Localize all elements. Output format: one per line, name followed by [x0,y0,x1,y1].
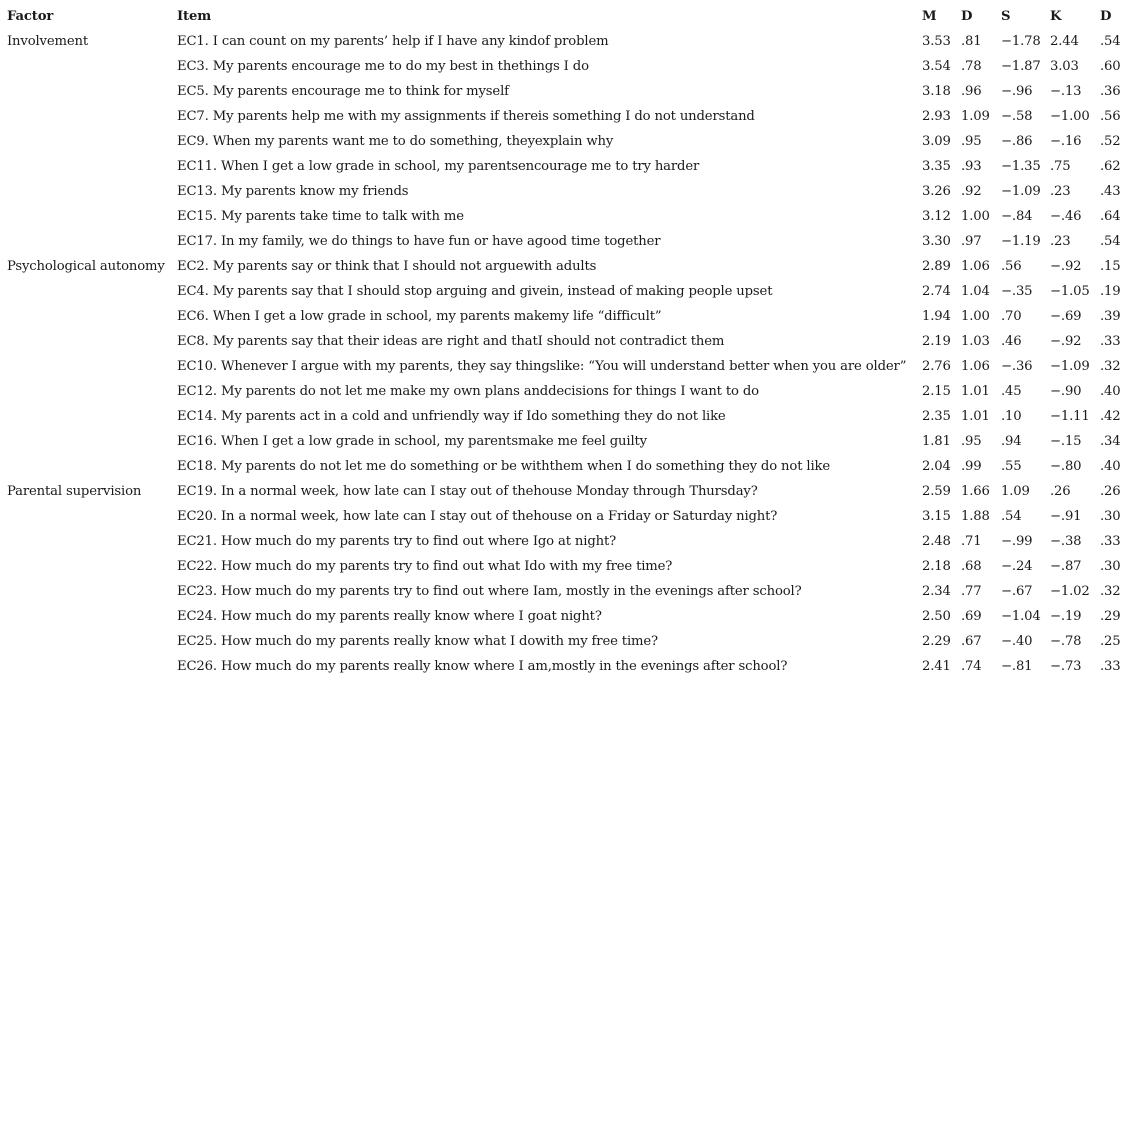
cell-sd: .68 [961,559,982,574]
cell-mean: 1.81 [922,434,951,449]
cell-factor [4,304,174,329]
table-row [4,654,1128,679]
cell-item: EC6. When I get a low grade in school, my parents makemy life “difficult” [177,309,662,324]
cell-sd: 1.09 [961,109,990,124]
cell-skewness: −.81 [1001,659,1033,674]
cell-sd: .92 [961,184,982,199]
cell-kurtosis: 3.03 [1050,59,1079,74]
cell-discrimination: .40 [1100,459,1121,474]
cell-factor [4,79,174,104]
table-row [4,279,1128,304]
table-row [4,429,1128,454]
cell-skewness: −.84 [1001,209,1033,224]
cell-kurtosis: −.38 [1050,534,1082,549]
cell-factor [4,329,174,354]
cell-factor [4,554,174,579]
table-row [4,129,1128,154]
cell-item: EC24. How much do my parents really know where I goat night? [177,609,602,624]
cell-discrimination: .60 [1100,59,1121,74]
cell-skewness: .46 [1001,334,1022,349]
cell-factor [4,504,174,529]
cell-mean: 3.18 [922,84,951,99]
cell-kurtosis: −.90 [1050,384,1082,399]
cell-discrimination: .54 [1100,34,1121,49]
table-row [4,604,1128,629]
cell-sd: .71 [961,534,982,549]
cell-item: EC19. In a normal week, how late can I stay out of thehouse Monday through Thursday? [177,484,758,499]
cell-factor [4,204,174,229]
cell-kurtosis: .23 [1050,234,1071,249]
cell-item: EC14. My parents act in a cold and unfriendly way if Ido something they do not like [177,409,726,424]
cell-skewness: −.58 [1001,109,1033,124]
cell-factor [4,454,174,479]
table-row [4,154,1128,179]
cell-factor [4,429,174,454]
header-item: Item [177,9,212,24]
table-row [4,379,1128,404]
cell-kurtosis: −.46 [1050,209,1082,224]
cell-mean: 3.09 [922,134,951,149]
cell-discrimination: .39 [1100,309,1121,324]
cell-sd: 1.06 [961,359,990,374]
cell-factor [4,229,174,254]
cell-factor [4,404,174,429]
table-row [4,104,1128,129]
table-row [4,504,1128,529]
cell-skewness: −1.35 [1001,159,1041,174]
cell-kurtosis: .75 [1050,159,1071,174]
cell-skewness: .54 [1001,509,1022,524]
cell-kurtosis: −.80 [1050,459,1082,474]
table-row [4,79,1128,104]
cell-skewness: −.35 [1001,284,1033,299]
cell-factor [4,129,174,154]
cell-kurtosis: −.13 [1050,84,1082,99]
cell-sd: 1.03 [961,334,990,349]
cell-skewness: .94 [1001,434,1022,449]
cell-kurtosis: −.92 [1050,334,1082,349]
table-row [4,54,1128,79]
cell-sd: .93 [961,159,982,174]
header-discrimination: D [1100,9,1112,24]
cell-mean: 3.12 [922,209,951,224]
cell-discrimination: .25 [1100,634,1121,649]
table-body [4,29,1128,679]
cell-mean: 2.15 [922,384,951,399]
cell-item: EC7. My parents help me with my assignments if thereis something I do not understand [177,109,755,124]
cell-skewness: .45 [1001,384,1022,399]
cell-mean: 2.19 [922,334,951,349]
cell-skewness: .10 [1001,409,1022,424]
cell-discrimination: .36 [1100,84,1121,99]
cell-mean: 3.35 [922,159,951,174]
cell-mean: 2.48 [922,534,951,549]
cell-discrimination: .32 [1100,359,1121,374]
cell-sd: .95 [961,134,982,149]
cell-kurtosis: .23 [1050,184,1071,199]
table-row [4,529,1128,554]
cell-kurtosis: −1.05 [1050,284,1090,299]
cell-kurtosis: −.87 [1050,559,1082,574]
cell-item: EC18. My parents do not let me do something or be withthem when I do something they do not like [177,459,831,474]
cell-factor [4,104,174,129]
header-kurtosis: K [1050,9,1062,24]
cell-item: EC22. How much do my parents try to find out what Ido with my free time? [177,559,673,574]
cell-sd: .99 [961,459,982,474]
cell-mean: 2.74 [922,284,951,299]
cell-factor [4,604,174,629]
cell-sd: 1.66 [961,484,990,499]
cell-kurtosis: −1.00 [1050,109,1090,124]
cell-sd: .81 [961,34,982,49]
cell-skewness: −.36 [1001,359,1033,374]
cell-item: EC2. My parents say or think that I should not arguewith adults [177,259,597,274]
cell-discrimination: .15 [1100,259,1121,274]
cell-factor [4,654,174,679]
item-statistics-table [4,4,1128,679]
cell-item: EC8. My parents say that their ideas are right and thatI should not contradict them [177,334,725,349]
table-row [4,229,1128,254]
cell-discrimination: .62 [1100,159,1121,174]
cell-mean: 2.59 [922,484,951,499]
cell-discrimination: .40 [1100,384,1121,399]
cell-factor [4,154,174,179]
cell-discrimination: .26 [1100,484,1121,499]
cell-sd: 1.88 [961,509,990,524]
cell-discrimination: .34 [1100,434,1121,449]
cell-discrimination: .64 [1100,209,1121,224]
cell-sd: .97 [961,234,982,249]
header-factor: Factor [7,9,54,24]
cell-item: EC3. My parents encourage me to do my best in thethings I do [177,59,589,74]
cell-mean: 2.18 [922,559,951,574]
cell-item: EC9. When my parents want me to do something, theyexplain why [177,134,614,149]
cell-kurtosis: −1.11 [1050,409,1090,424]
cell-item: EC26. How much do my parents really know where I am,mostly in the evenings after school? [177,659,788,674]
cell-mean: 2.89 [922,259,951,274]
cell-item: EC12. My parents do not let me make my own plans anddecisions for things I want to do [177,384,759,399]
cell-factor: Parental supervision [7,484,142,499]
cell-discrimination: .33 [1100,659,1121,674]
table-row [4,579,1128,604]
cell-discrimination: .19 [1100,284,1121,299]
cell-factor [4,54,174,79]
cell-skewness: 1.09 [1001,484,1030,499]
cell-sd: .74 [961,659,982,674]
table-row [4,329,1128,354]
cell-item: EC16. When I get a low grade in school, my parentsmake me feel guilty [177,434,647,449]
cell-mean: 2.41 [922,659,951,674]
cell-discrimination: .29 [1100,609,1121,624]
table-row [4,354,1128,379]
cell-sd: .67 [961,634,982,649]
cell-kurtosis: −.69 [1050,309,1082,324]
cell-sd: .78 [961,59,982,74]
cell-item: EC21. How much do my parents try to find out where Igo at night? [177,534,617,549]
cell-item: EC13. My parents know my friends [177,184,409,199]
cell-mean: 1.94 [922,309,951,324]
cell-sd: 1.04 [961,284,990,299]
cell-sd: .77 [961,584,982,599]
cell-discrimination: .43 [1100,184,1121,199]
cell-kurtosis: −1.09 [1050,359,1090,374]
cell-mean: 3.53 [922,34,951,49]
cell-discrimination: .30 [1100,559,1121,574]
cell-discrimination: .33 [1100,534,1121,549]
cell-sd: .95 [961,434,982,449]
cell-kurtosis: −.91 [1050,509,1082,524]
cell-factor [4,279,174,304]
cell-mean: 2.76 [922,359,951,374]
table-row [4,29,1128,54]
table-row [4,254,1128,279]
cell-item: EC20. In a normal week, how late can I stay out of thehouse on a Friday or Saturday night? [177,509,778,524]
cell-skewness: −.99 [1001,534,1033,549]
cell-sd: 1.00 [961,209,990,224]
table-row [4,404,1128,429]
cell-skewness: −1.19 [1001,234,1041,249]
cell-skewness: −1.87 [1001,59,1041,74]
cell-mean: 2.34 [922,584,951,599]
cell-item: EC1. I can count on my parents’ help if I have any kindof problem [177,34,609,49]
cell-sd: .96 [961,84,982,99]
cell-mean: 3.30 [922,234,951,249]
cell-skewness: −.67 [1001,584,1033,599]
cell-skewness: .70 [1001,309,1022,324]
cell-sd: 1.01 [961,384,990,399]
table-row [4,479,1128,504]
cell-factor [4,579,174,604]
cell-kurtosis: −.15 [1050,434,1082,449]
cell-item: EC23. How much do my parents try to find out where Iam, mostly in the evenings after school? [177,584,802,599]
cell-skewness: .56 [1001,259,1022,274]
cell-mean: 2.04 [922,459,951,474]
cell-kurtosis: −.73 [1050,659,1082,674]
cell-factor [4,629,174,654]
cell-kurtosis: −1.02 [1050,584,1090,599]
cell-mean: 3.15 [922,509,951,524]
cell-skewness: −1.09 [1001,184,1041,199]
cell-skewness: −.40 [1001,634,1033,649]
cell-factor [4,529,174,554]
header-mean: M [922,9,937,24]
cell-skewness: −.86 [1001,134,1033,149]
cell-factor [4,179,174,204]
cell-sd: 1.06 [961,259,990,274]
cell-item: EC11. When I get a low grade in school, my parentsencourage me to try harder [177,159,700,174]
cell-item: EC10. Whenever I argue with my parents, they say thingslike: “You will understand better when you are older” [177,359,907,374]
table-row [4,304,1128,329]
cell-discrimination: .56 [1100,109,1121,124]
cell-discrimination: .54 [1100,234,1121,249]
cell-mean: 3.26 [922,184,951,199]
table-row [4,204,1128,229]
cell-item: EC25. How much do my parents really know what I dowith my free time? [177,634,658,649]
cell-mean: 2.35 [922,409,951,424]
cell-mean: 2.29 [922,634,951,649]
cell-discrimination: .30 [1100,509,1121,524]
cell-kurtosis: .26 [1050,484,1071,499]
cell-sd: 1.00 [961,309,990,324]
cell-factor: Psychological autonomy [7,259,165,274]
cell-kurtosis: 2.44 [1050,34,1079,49]
cell-item: EC17. In my family, we do things to have fun or have agood time together [177,234,661,249]
cell-kurtosis: −.78 [1050,634,1082,649]
cell-sd: 1.01 [961,409,990,424]
table-row [4,554,1128,579]
cell-skewness: −1.78 [1001,34,1041,49]
table-row [4,454,1128,479]
cell-factor [4,354,174,379]
header-sd: D [961,9,973,24]
table-header [4,4,1128,29]
cell-mean: 2.93 [922,109,951,124]
cell-item: EC15. My parents take time to talk with me [177,209,464,224]
cell-kurtosis: −.19 [1050,609,1082,624]
cell-factor: Involvement [7,34,89,49]
cell-skewness: .55 [1001,459,1022,474]
cell-discrimination: .42 [1100,409,1121,424]
header-skewness: S [1001,9,1011,24]
cell-skewness: −1.04 [1001,609,1041,624]
cell-discrimination: .52 [1100,134,1121,149]
cell-skewness: −.96 [1001,84,1033,99]
cell-sd: .69 [961,609,982,624]
cell-factor [4,379,174,404]
table-row [4,179,1128,204]
cell-mean: 2.50 [922,609,951,624]
header-row [4,4,1128,29]
cell-kurtosis: −.16 [1050,134,1082,149]
table-row [4,629,1128,654]
cell-mean: 3.54 [922,59,951,74]
cell-discrimination: .33 [1100,334,1121,349]
cell-kurtosis: −.92 [1050,259,1082,274]
cell-item: EC4. My parents say that I should stop arguing and givein, instead of making people upset [177,284,773,299]
cell-discrimination: .32 [1100,584,1121,599]
cell-skewness: −.24 [1001,559,1033,574]
cell-item: EC5. My parents encourage me to think for myself [177,84,509,99]
